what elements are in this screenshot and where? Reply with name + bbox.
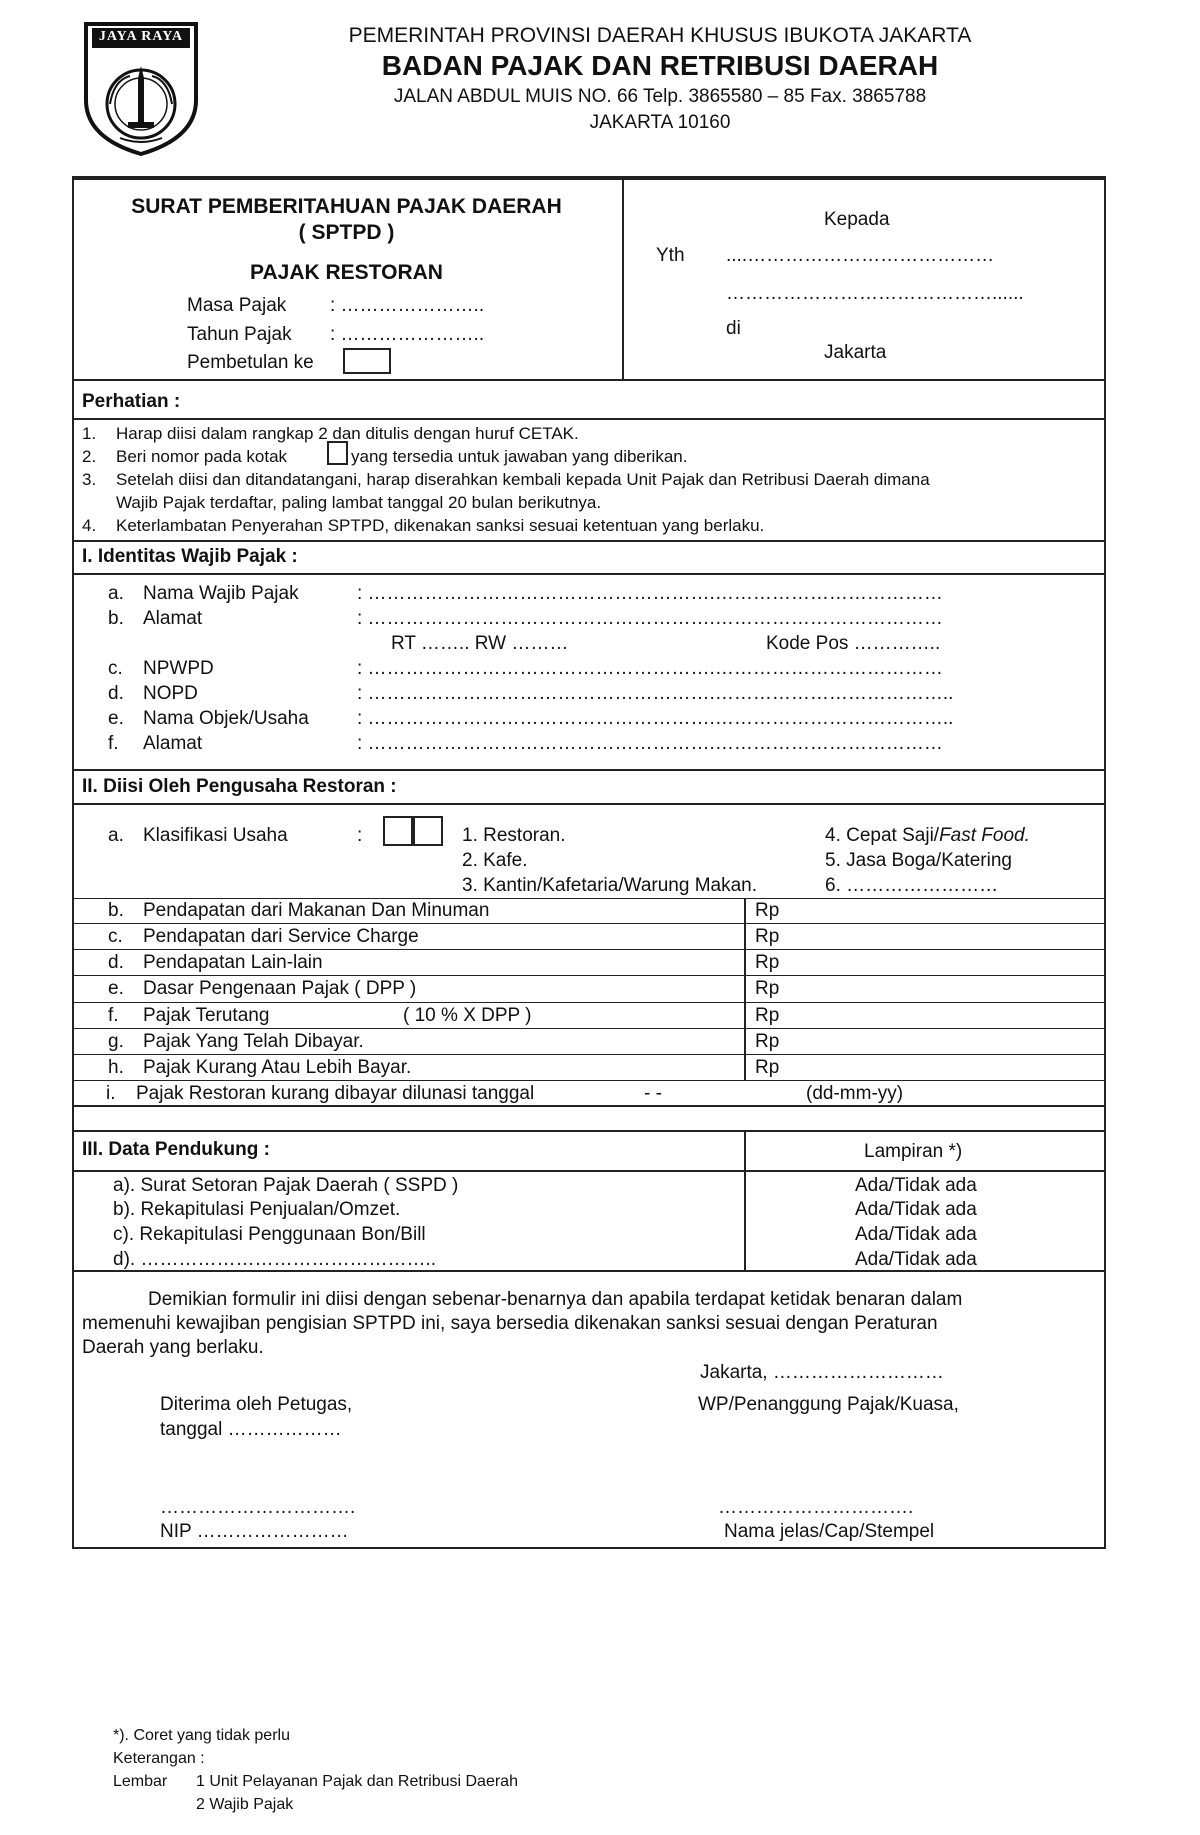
klasifikasi-option: 2. Kafe. — [462, 850, 528, 871]
lampiran-status[interactable]: Ada/Tidak ada — [855, 1199, 977, 1220]
header-line-agency: BADAN PAJAK DAN RETRIBUSI DAERAH — [381, 50, 939, 81]
row-line — [72, 1080, 1106, 1081]
row-label: Pendapatan dari Service Charge — [143, 926, 419, 947]
footnote: *). Coret yang tidak perlu — [113, 1727, 290, 1744]
lembar-2: 2 Wajib Pajak — [196, 1796, 294, 1813]
section-3-heading: III. Data Pendukung : — [82, 1139, 270, 1160]
tanggal-field[interactable]: tanggal ……………… — [160, 1419, 342, 1440]
tax-type: PAJAK RESTORAN — [250, 261, 443, 284]
place-date-field[interactable]: Jakarta, ……………………… — [700, 1362, 944, 1383]
lampiran-item: a). Surat Setoran Pajak Daerah ( SSPD ) — [113, 1175, 459, 1196]
field-label-nama-objek: Nama Objek/Usaha — [143, 708, 309, 729]
form-code: ( SPTPD ) — [298, 221, 395, 244]
row-label-extra: ( 10 % X DPP ) — [403, 1005, 532, 1026]
top-divider — [72, 176, 1106, 180]
wp-label: WP/Penanggung Pajak/Kuasa, — [698, 1394, 959, 1415]
rp-field[interactable]: Rp — [755, 926, 780, 947]
field-letter: e. — [108, 708, 124, 729]
field-alamat-objek[interactable]: : ……………………………………………….……………………………… — [357, 733, 943, 754]
row-label: Dasar Pengenaan Pajak ( DPP ) — [143, 978, 417, 999]
divider — [72, 1170, 1106, 1172]
header-line-city: JAKARTA 10160 — [589, 112, 731, 133]
instruction-number: 1. — [82, 424, 97, 443]
klasifikasi-option-other[interactable]: 6. …………………… — [825, 875, 999, 896]
received-by-label: Diterima oleh Petugas, — [160, 1394, 353, 1415]
lunas-date-field[interactable]: - - — [644, 1083, 662, 1104]
field-letter: c. — [108, 658, 123, 679]
lampiran-column-line — [744, 1130, 746, 1270]
lembar-label: Lembar — [113, 1773, 168, 1790]
divider — [72, 803, 1106, 805]
field-alamat[interactable]: : ……………………………………………….……………………………… — [357, 608, 943, 629]
field-label-alamat: Alamat — [143, 608, 203, 629]
field-label-nama-wajib-pajak: Nama Wajib Pajak — [143, 583, 299, 604]
divider — [72, 1105, 1106, 1107]
lampiran-item-other[interactable]: d). ……………………………………….. — [113, 1249, 437, 1270]
field-npwpd[interactable]: : ……………………………………………….……………………………… — [357, 658, 943, 679]
date-format-hint: (dd-mm-yy) — [806, 1083, 904, 1104]
option-text: 4. Cepat Saji/ — [825, 825, 940, 846]
klasifikasi-option — [825, 825, 1030, 847]
rp-field[interactable]: Rp — [755, 978, 780, 999]
field-label-alamat-objek: Alamat — [143, 733, 203, 754]
lampiran-item: b). Rekapitulasi Penjualan/Omzet. — [113, 1199, 401, 1220]
row-letter: i. — [106, 1083, 116, 1104]
declaration-text: memenuhi kewajiban pengisian SPTPD ini, saya bersedia dikenakan sanksi sesuai dengan Peraturan — [82, 1313, 938, 1334]
pembetulan-box[interactable] — [343, 348, 391, 374]
officer-signature-line[interactable]: …………………………. — [160, 1497, 356, 1518]
row-label: Pajak Kurang Atau Lebih Bayar. — [143, 1057, 412, 1078]
klasifikasi-option: 3. Kantin/Kafetaria/Warung Makan. — [462, 875, 758, 896]
field-letter: d. — [108, 683, 124, 704]
declaration-text: Daerah yang berlaku. — [82, 1337, 264, 1358]
instruction-number: 2. — [82, 447, 97, 466]
yth-label: Yth — [656, 245, 685, 266]
section-1-heading: I. Identitas Wajib Pajak : — [82, 546, 298, 567]
masa-pajak-field[interactable]: : ………………….. — [330, 295, 485, 316]
rp-field[interactable]: Rp — [755, 1057, 780, 1078]
instruction-text: Wajib Pajak terdaftar, paling lambat tanggal 20 bulan berikutnya. — [116, 493, 602, 512]
form-title: SURAT PEMBERITAHUAN PAJAK DAERAH — [131, 195, 562, 218]
perhatian-heading: Perhatian : — [82, 391, 181, 412]
header-line-address: JALAN ABDUL MUIS NO. 66 Telp. 3865580 – 85 Fax. 3865788 — [393, 86, 927, 107]
divider — [72, 540, 1106, 542]
klasifikasi-option: 5. Jasa Boga/Katering — [825, 850, 1012, 871]
divider — [72, 573, 1106, 575]
lampiran-item: c). Rekapitulasi Penggunaan Bon/Bill — [113, 1224, 426, 1245]
field-letter: f. — [108, 733, 119, 754]
lampiran-status[interactable]: Ada/Tidak ada — [855, 1224, 977, 1245]
row-label: Pendapatan Lain-lain — [143, 952, 323, 973]
rp-field[interactable]: Rp — [755, 1005, 780, 1026]
row-line — [72, 1028, 1106, 1029]
field-label-nopd: NOPD — [143, 683, 198, 704]
row-label: Pajak Yang Telah Dibayar. — [143, 1031, 364, 1052]
nama-jelas-label: Nama jelas/Cap/Stempel — [724, 1521, 935, 1542]
rp-column-line — [744, 898, 746, 1080]
wp-signature-line[interactable]: …………………………. — [718, 1497, 914, 1518]
row-letter: b. — [108, 900, 124, 921]
field-letter: b. — [108, 608, 124, 629]
rp-field[interactable]: Rp — [755, 952, 780, 973]
row-letter: c. — [108, 926, 123, 947]
kepada-label: Kepada — [824, 209, 890, 230]
example-checkbox — [327, 441, 348, 465]
row-line — [72, 898, 1106, 899]
row-label: Pajak Terutang — [143, 1005, 270, 1026]
field-rt-rw[interactable]: RT …….. RW ……… — [391, 633, 569, 654]
pembetulan-label: Pembetulan ke — [187, 352, 314, 373]
di-label: di — [726, 318, 741, 339]
row-line — [72, 1002, 1106, 1003]
jakarta-emblem — [80, 20, 202, 158]
field-label-npwpd: NPWPD — [143, 658, 214, 679]
klasifikasi-box-2[interactable] — [413, 816, 443, 846]
row-line — [72, 923, 1106, 924]
row-label: Pajak Restoran kurang dibayar dilunasi tanggal — [136, 1083, 535, 1104]
row-line — [72, 975, 1106, 976]
masa-pajak-label: Masa Pajak — [187, 295, 287, 316]
tahun-pajak-label: Tahun Pajak — [187, 324, 292, 345]
tahun-pajak-field[interactable]: : ………………….. — [330, 324, 485, 345]
instruction-text: Harap diisi dalam rangkap 2 dan ditulis dengan huruf CETAK. — [116, 424, 579, 443]
emblem-text: JAYA RAYA — [98, 29, 184, 44]
klasifikasi-colon: : — [357, 825, 363, 846]
klasifikasi-label: Klasifikasi Usaha — [143, 825, 288, 846]
city-label: Jakarta — [824, 342, 887, 363]
instruction-text: yang tersedia untuk jawaban yang diberikan. — [351, 447, 688, 466]
field-nopd[interactable]: : ……………………………………………….……………………………….. — [357, 683, 954, 704]
row-letter: g. — [108, 1031, 124, 1052]
divider — [72, 1130, 1106, 1132]
field-letter: a. — [108, 825, 124, 846]
klasifikasi-box-1[interactable] — [383, 816, 413, 846]
row-letter: f. — [108, 1005, 119, 1026]
field-nama-wajib-pajak[interactable]: : ……………………………………………….……………………………… — [357, 583, 943, 604]
lampiran-status[interactable]: Ada/Tidak ada — [855, 1249, 977, 1270]
row-letter: h. — [108, 1057, 124, 1078]
instruction-number: 3. — [82, 470, 97, 489]
lampiran-status[interactable]: Ada/Tidak ada — [855, 1175, 977, 1196]
divider — [72, 379, 1106, 381]
row-line — [72, 949, 1106, 950]
keterangan-label: Keterangan : — [113, 1750, 205, 1767]
row-label: Pendapatan dari Makanan Dan Minuman — [143, 900, 490, 921]
nip-field[interactable]: NIP …………………… — [160, 1521, 349, 1542]
divider — [72, 418, 1106, 420]
rp-field[interactable]: Rp — [755, 1031, 780, 1052]
row-letter: d. — [108, 952, 124, 973]
instruction-text: Beri nomor pada kotak — [116, 447, 288, 466]
declaration-text: Demikian formulir ini diisi dengan sebenar-benarnya dan apabila terdapat ketidak benaran dalam — [148, 1289, 963, 1310]
instruction-number: 4. — [82, 516, 97, 535]
divider — [72, 769, 1106, 771]
rp-field[interactable]: Rp — [755, 900, 780, 921]
klasifikasi-option: 1. Restoran. — [462, 825, 566, 846]
field-nama-objek[interactable]: : ……………………………………………….……………………………….. — [357, 708, 954, 729]
field-letter: a. — [108, 583, 124, 604]
field-kode-pos[interactable]: Kode Pos ………….. — [766, 633, 941, 654]
addressee-line-2[interactable]: ……………………………………...... — [726, 283, 1024, 304]
title-divider — [622, 178, 624, 379]
instruction-text: Setelah diisi dan ditandatangani, harap diserahkan kembali kepada Unit Pajak dan Retribusi Daerah dimana — [116, 470, 930, 489]
row-letter: e. — [108, 978, 124, 999]
row-line — [72, 1054, 1106, 1055]
addressee-line-1[interactable]: ....………………………………… — [726, 245, 995, 266]
instruction-text: Keterlambatan Penyerahan SPTPD, dikenakan sanksi sesuai ketentuan yang berlaku. — [116, 516, 765, 535]
option-text-italic: Fast Food. — [939, 825, 1030, 846]
section-2-heading: II. Diisi Oleh Pengusaha Restoran : — [82, 776, 397, 797]
header-line-government: PEMERINTAH PROVINSI DAERAH KHUSUS IBUKOTA JAKARTA — [348, 24, 972, 47]
lampiran-heading: Lampiran *) — [864, 1141, 963, 1162]
lembar-1: 1 Unit Pelayanan Pajak dan Retribusi Daerah — [196, 1773, 518, 1790]
